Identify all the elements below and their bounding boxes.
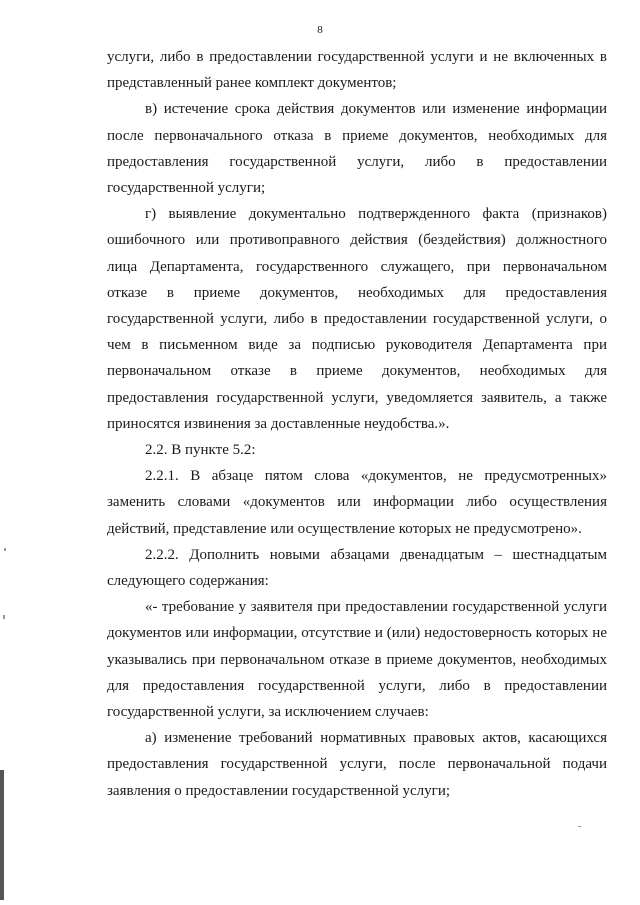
- scan-artifact: [3, 615, 5, 619]
- document-body: [107, 44, 607, 804]
- paragraph-2-2-1: 2.2.1. В абзаце пятом слова «документов, не предусмотренных» заменить словами «документов или информации либо осуществления действий, представление или осуществление которых не предусмотрено».: [107, 468, 607, 537]
- paragraph-item-a: а) изменение требований нормативных правовых актов, касающихся предоставления государственной услуги, после первоначальной подачи заявления о предоставлении государственной услуги;: [107, 730, 607, 799]
- paragraph-2-2-2: 2.2.2. Дополнить новыми абзацами двенадцатым – шестнадцатым следующего содержания:: [107, 546, 607, 590]
- paragraph-continuation: услуги, либо в предоставлении государственной услуги и не включенных в представленный ранее комплект документов;: [107, 49, 607, 92]
- scan-edge-mark: [0, 770, 4, 900]
- scan-artifact: [578, 826, 581, 827]
- page-number: 8: [317, 24, 323, 36]
- paragraph-quoted-requirement: «- требование у заявителя при предоставлении государственной услуги документов или информации, отсутствие и (или) недостоверность которых не указывались при первоначальном отказе в приеме документов, необходимых для предоставления государственной услуги, либо в предоставлении государственной услуги, за исключением случаев:: [107, 599, 607, 721]
- paragraph-item-v: в) истечение срока действия документов или изменение информации после первоначального отказа в приеме документов, необходимых для предоставления государственной услуги, либо в предоставлении государственной услуги;: [107, 101, 607, 197]
- paragraph-item-g: г) выявление документально подтвержденного факта (признаков) ошибочного или противоправного действия (бездействия) должностного лица Департамента, государственного служащего, при первоначальном отказе в приеме документов, необходимых для предоставления государственной услуги, либо в предоставлении государственной услуги, о чем в письменном виде за подписью руководителя Департамента при первоначальном отказе в приеме документов, необходимых для предоставления государственной услуги, уведомляется заявитель, а также приносятся извинения за доставленные неудобства.».: [107, 206, 607, 432]
- scan-artifact: [4, 548, 6, 551]
- paragraph-2-2: 2.2. В пункте 5.2:: [145, 442, 256, 459]
